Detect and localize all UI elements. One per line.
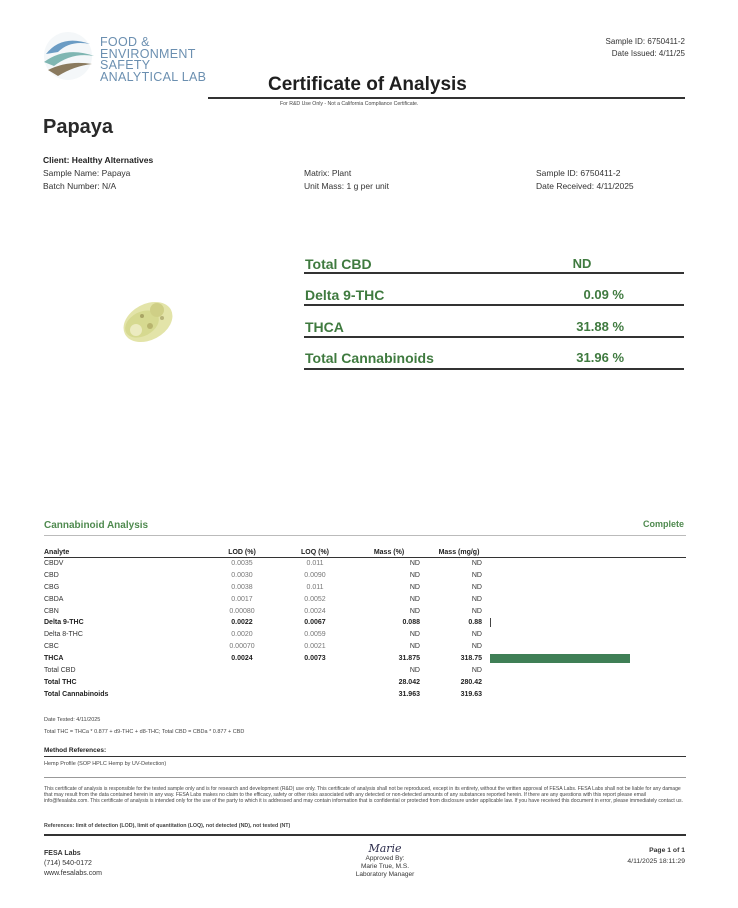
summary-value: ND — [572, 256, 592, 271]
table-row — [44, 558, 686, 570]
table-row — [44, 629, 686, 641]
loq-cell: 0.0021 — [304, 643, 326, 651]
summary-value: 31.88 % — [576, 319, 624, 334]
lod-cell — [204, 676, 280, 688]
analyte-cell: CBN — [44, 607, 59, 615]
analyte-cell: CBD — [44, 571, 59, 579]
lod-cell: 0.00070 — [229, 643, 255, 651]
analyte-cell: Total Cannabinoids — [44, 690, 109, 698]
lod-cell: 0.00080 — [229, 607, 255, 615]
summary-row — [304, 317, 684, 337]
mass-mg-cell: ND — [471, 583, 482, 591]
lod-cell: 0.0035 — [231, 560, 253, 568]
analyte-cell: THCA — [44, 655, 64, 663]
header-sample-id: Sample ID: 6750411-2 — [605, 37, 685, 46]
mass-pct-cell: 28.042 — [398, 678, 420, 686]
summary-label: THCA — [305, 319, 344, 335]
bar-cell — [490, 569, 686, 581]
loq-cell: 0.011 — [306, 583, 324, 591]
sample-name: Sample Name: Papaya — [43, 168, 131, 178]
mass-mg-cell: 319.63 — [460, 690, 482, 698]
loq-cell: 0.0067 — [304, 619, 326, 627]
analyte-cell: CBDA — [44, 595, 64, 603]
formula-note: Total THC = THCa * 0.877 + d9-THC + d8-THC; Total CBD = CBDa * 0.877 + CBD — [44, 729, 245, 735]
loq-cell: 0.0052 — [304, 595, 326, 603]
column-header: Mass (%) — [350, 548, 428, 558]
summary-label: Delta 9-THC — [305, 287, 385, 303]
unit-mass: Unit Mass: 1 g per unit — [304, 181, 390, 191]
summary-row — [304, 348, 684, 368]
lab-logo-icon — [40, 30, 98, 82]
bar-cell — [490, 617, 686, 629]
method-heading: Method References: — [44, 747, 107, 754]
analyte-cell: CBC — [44, 643, 59, 651]
method-text: Hemp Profile (SOP HPLC Hemp by UV-Detection) — [44, 761, 167, 767]
bar-cell — [490, 653, 686, 665]
lab-logo — [40, 30, 210, 82]
lod-cell: 0.0020 — [231, 631, 253, 639]
concentration-bar — [490, 654, 630, 663]
column-header: Mass (mg/g) — [428, 548, 490, 558]
approved-by: Approved By: — [365, 855, 405, 862]
loq-cell: 0.0090 — [304, 571, 326, 579]
bar-cell — [490, 581, 686, 593]
client-name: Client: Healthy Alternatives — [43, 155, 154, 165]
logo-line: ENVIRONMENT — [100, 46, 196, 61]
loq-cell: 0.0059 — [304, 631, 326, 639]
loq-cell: 0.011 — [306, 560, 324, 568]
bar-cell — [490, 558, 686, 570]
table-row — [44, 617, 686, 629]
mass-pct-cell: 0.088 — [402, 619, 420, 627]
page-number: Page 1 of 1 — [649, 847, 685, 854]
summary-row — [304, 254, 684, 274]
references: References: limit of detection (LOD), limit of quantitation (LOQ), not detected (ND), not tested (NT) — [44, 823, 291, 829]
client-sample-id: Sample ID: 6750411-2 — [536, 168, 621, 178]
cannabinoid-heading: Cannabinoid Analysis — [44, 520, 149, 531]
loq-cell — [280, 688, 350, 700]
mass-mg-cell: ND — [471, 607, 482, 615]
mass-mg-cell: ND — [471, 666, 482, 674]
bar-cell — [490, 605, 686, 617]
signature: Marie — [368, 842, 402, 855]
analysis-status: Complete — [642, 519, 684, 529]
table-header-row — [44, 548, 686, 558]
analyte-cell: CBG — [44, 583, 60, 591]
analyte-cell: CBDV — [44, 560, 64, 568]
lod-cell: 0.0024 — [231, 655, 253, 663]
mass-mg-cell: ND — [471, 595, 482, 603]
date-received: Date Received: 4/11/2025 — [536, 181, 634, 191]
loq-cell: 0.0024 — [304, 607, 326, 615]
lod-cell — [204, 665, 280, 677]
loq-cell: 0.0073 — [304, 655, 326, 663]
bar-cell — [490, 593, 686, 605]
summary-value: 31.96 % — [576, 350, 624, 365]
mass-pct-cell: 31.963 — [398, 690, 420, 698]
table-row — [44, 605, 686, 617]
mass-pct-cell: ND — [409, 571, 420, 579]
mass-mg-cell: ND — [471, 571, 482, 579]
mass-pct-cell: ND — [409, 583, 420, 591]
mass-mg-cell: ND — [471, 631, 482, 639]
loq-cell — [280, 665, 350, 677]
table-row — [44, 593, 686, 605]
loq-cell — [280, 676, 350, 688]
table-row — [44, 688, 686, 700]
mass-mg-cell: ND — [471, 643, 482, 651]
bar-cell — [490, 676, 686, 688]
summary-value: 0.09 % — [583, 287, 624, 302]
summary-label: Total CBD — [305, 256, 372, 272]
footer-phone: (714) 540-0172 — [44, 860, 92, 867]
print-timestamp: 4/11/2025 18:11:29 — [627, 858, 685, 865]
bar-cell — [490, 688, 686, 700]
mass-pct-cell: ND — [409, 631, 420, 639]
analyte-cell: Delta 9-THC — [44, 619, 84, 627]
mass-mg-cell: 280.42 — [460, 678, 482, 686]
analyte-cell: Delta 8-THC — [44, 631, 83, 639]
header-date-issued: Date Issued: 4/11/25 — [611, 49, 685, 58]
column-header: LOD (%) — [204, 548, 280, 558]
approver-name: Marie True, M.S. — [360, 863, 410, 870]
footer-website: www.fesalabs.com — [44, 870, 102, 877]
logo-line: FOOD & — [100, 35, 150, 49]
mass-pct-cell: ND — [409, 607, 420, 615]
lod-cell — [204, 688, 280, 700]
batch-number: Batch Number: N/A — [43, 181, 117, 191]
lod-cell: 0.0017 — [231, 595, 253, 603]
bar-cell — [490, 665, 686, 677]
mass-mg-cell: ND — [471, 560, 482, 568]
bar-cell — [490, 629, 686, 641]
sample-photo — [112, 288, 182, 358]
product-name: Papaya — [43, 116, 114, 138]
mass-pct-cell: ND — [409, 560, 420, 568]
page-title: Certificate of Analysis — [268, 74, 467, 95]
table-row — [44, 581, 686, 593]
table-row — [44, 653, 686, 665]
analyte-cell: Total CBD — [44, 666, 76, 674]
summary-row — [304, 285, 684, 305]
legal-text: This certificate of analysis is responsible for the tested sample only and is for research and development (R&D) use only. This certificate of analysis shall not be reproduced, except in its entirety, without the written approval of FESA Labs. FESA Labs shall not be liable for any damage that may result from the data contained herein in any way. FESA Labs makes no claim to the efficacy, safety or other risks associated with any detected or non-detected amounts of any substances reported herein. If there are any questions with this report please email info@fesalabs.com. This certificate of analysis is intended only for the use of the party to which it is addressed and may contain information that is confidential or protected from disclosure under applicable law. If you have received this document in error, please immediately contact us. — [44, 786, 684, 805]
concentration-bar — [490, 618, 491, 627]
bar-cell — [490, 641, 686, 653]
analyte-cell: Total THC — [44, 678, 77, 686]
mass-pct-cell: ND — [409, 643, 420, 651]
lod-cell: 0.0038 — [231, 583, 253, 591]
column-header: Analyte — [44, 548, 204, 558]
lod-cell: 0.0030 — [231, 571, 253, 579]
footer-lab-name: FESA Labs — [44, 850, 81, 857]
column-header: LOQ (%) — [280, 548, 350, 558]
table-row — [44, 569, 686, 581]
logo-line: ANALYTICAL LAB — [100, 69, 207, 84]
table-row — [44, 665, 686, 677]
date-tested: Date Tested: 4/11/2025 — [44, 717, 101, 723]
mass-pct-cell: ND — [409, 666, 420, 674]
mass-mg-cell: 0.88 — [468, 619, 482, 627]
mass-pct-cell: ND — [409, 595, 420, 603]
table-row — [44, 641, 686, 653]
summary-label: Total Cannabinoids — [305, 350, 434, 366]
lod-cell: 0.0022 — [231, 619, 253, 627]
approver-title: Laboratory Manager — [355, 871, 415, 878]
header-disclaimer: For R&D Use Only - Not a California Compliance Certificate. — [280, 101, 419, 107]
table-row — [44, 676, 686, 688]
logo-line: SAFETY — [100, 58, 151, 72]
mass-pct-cell: 31.875 — [398, 655, 420, 663]
cannabinoid-table — [44, 548, 686, 700]
mass-mg-cell: 318.75 — [460, 655, 482, 663]
matrix: Matrix: Plant — [304, 168, 352, 178]
